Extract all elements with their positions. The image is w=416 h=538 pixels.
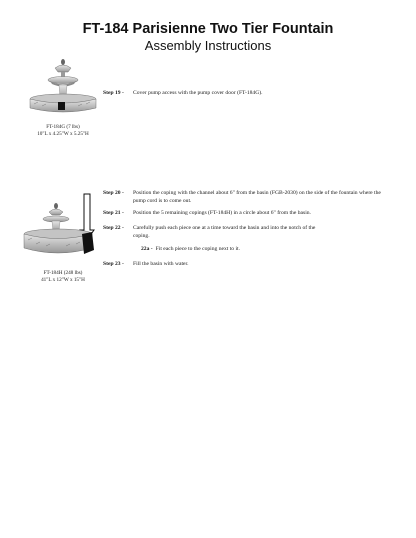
step-22a <box>141 245 391 253</box>
step-text: Fill the basin with water. <box>133 261 189 267</box>
step-21 <box>103 209 393 217</box>
part-weight: FT-184G (7 lbs) <box>46 124 80 130</box>
page-subtitle: Assembly Instructions <box>144 38 272 53</box>
part-weight: FT-184H (248 lbs) <box>43 270 83 276</box>
step-19 <box>103 89 393 97</box>
step-label: Step 21 - <box>103 210 124 216</box>
part-dimensions: 10"L x 4.25"W x 5.25"H <box>37 130 89 137</box>
step-23 <box>103 260 393 268</box>
step-text: Cover pump access with the pump cover door (FT-184G). <box>133 90 263 96</box>
step-20 <box>103 189 393 205</box>
part-dimensions: 41"L x 12"W x 15"H <box>41 276 85 283</box>
page-title: FT-184 Parisienne Two Tier Fountain <box>82 21 334 37</box>
substep-text: Fit each piece to the coping next to it. <box>155 246 241 252</box>
step-label: Step 20 - <box>103 190 124 196</box>
step-22 <box>103 224 333 240</box>
step-text: Carefully push each piece one at a time toward the basin and into the notch of the coping. <box>133 225 316 239</box>
part-caption-ft184g <box>18 124 108 137</box>
step-label: Step 23 - <box>103 261 124 267</box>
step-text: Position the 5 remaining copings (FT-184H) in a circle about 6" from the basin. <box>133 210 311 216</box>
step-text: Position the coping with the channel about 6" from the basin (FGB-2030) on the side of the fountain where the pump cord is to come out. <box>133 190 381 204</box>
part-caption-ft184h <box>18 270 108 283</box>
fountain-coping-illustration <box>20 192 100 264</box>
step-label: Step 19 - <box>103 90 124 96</box>
fountain-pump-cover-illustration <box>28 58 98 120</box>
step-label: Step 22 - <box>103 225 124 231</box>
substep-label: 22a - <box>141 246 153 252</box>
